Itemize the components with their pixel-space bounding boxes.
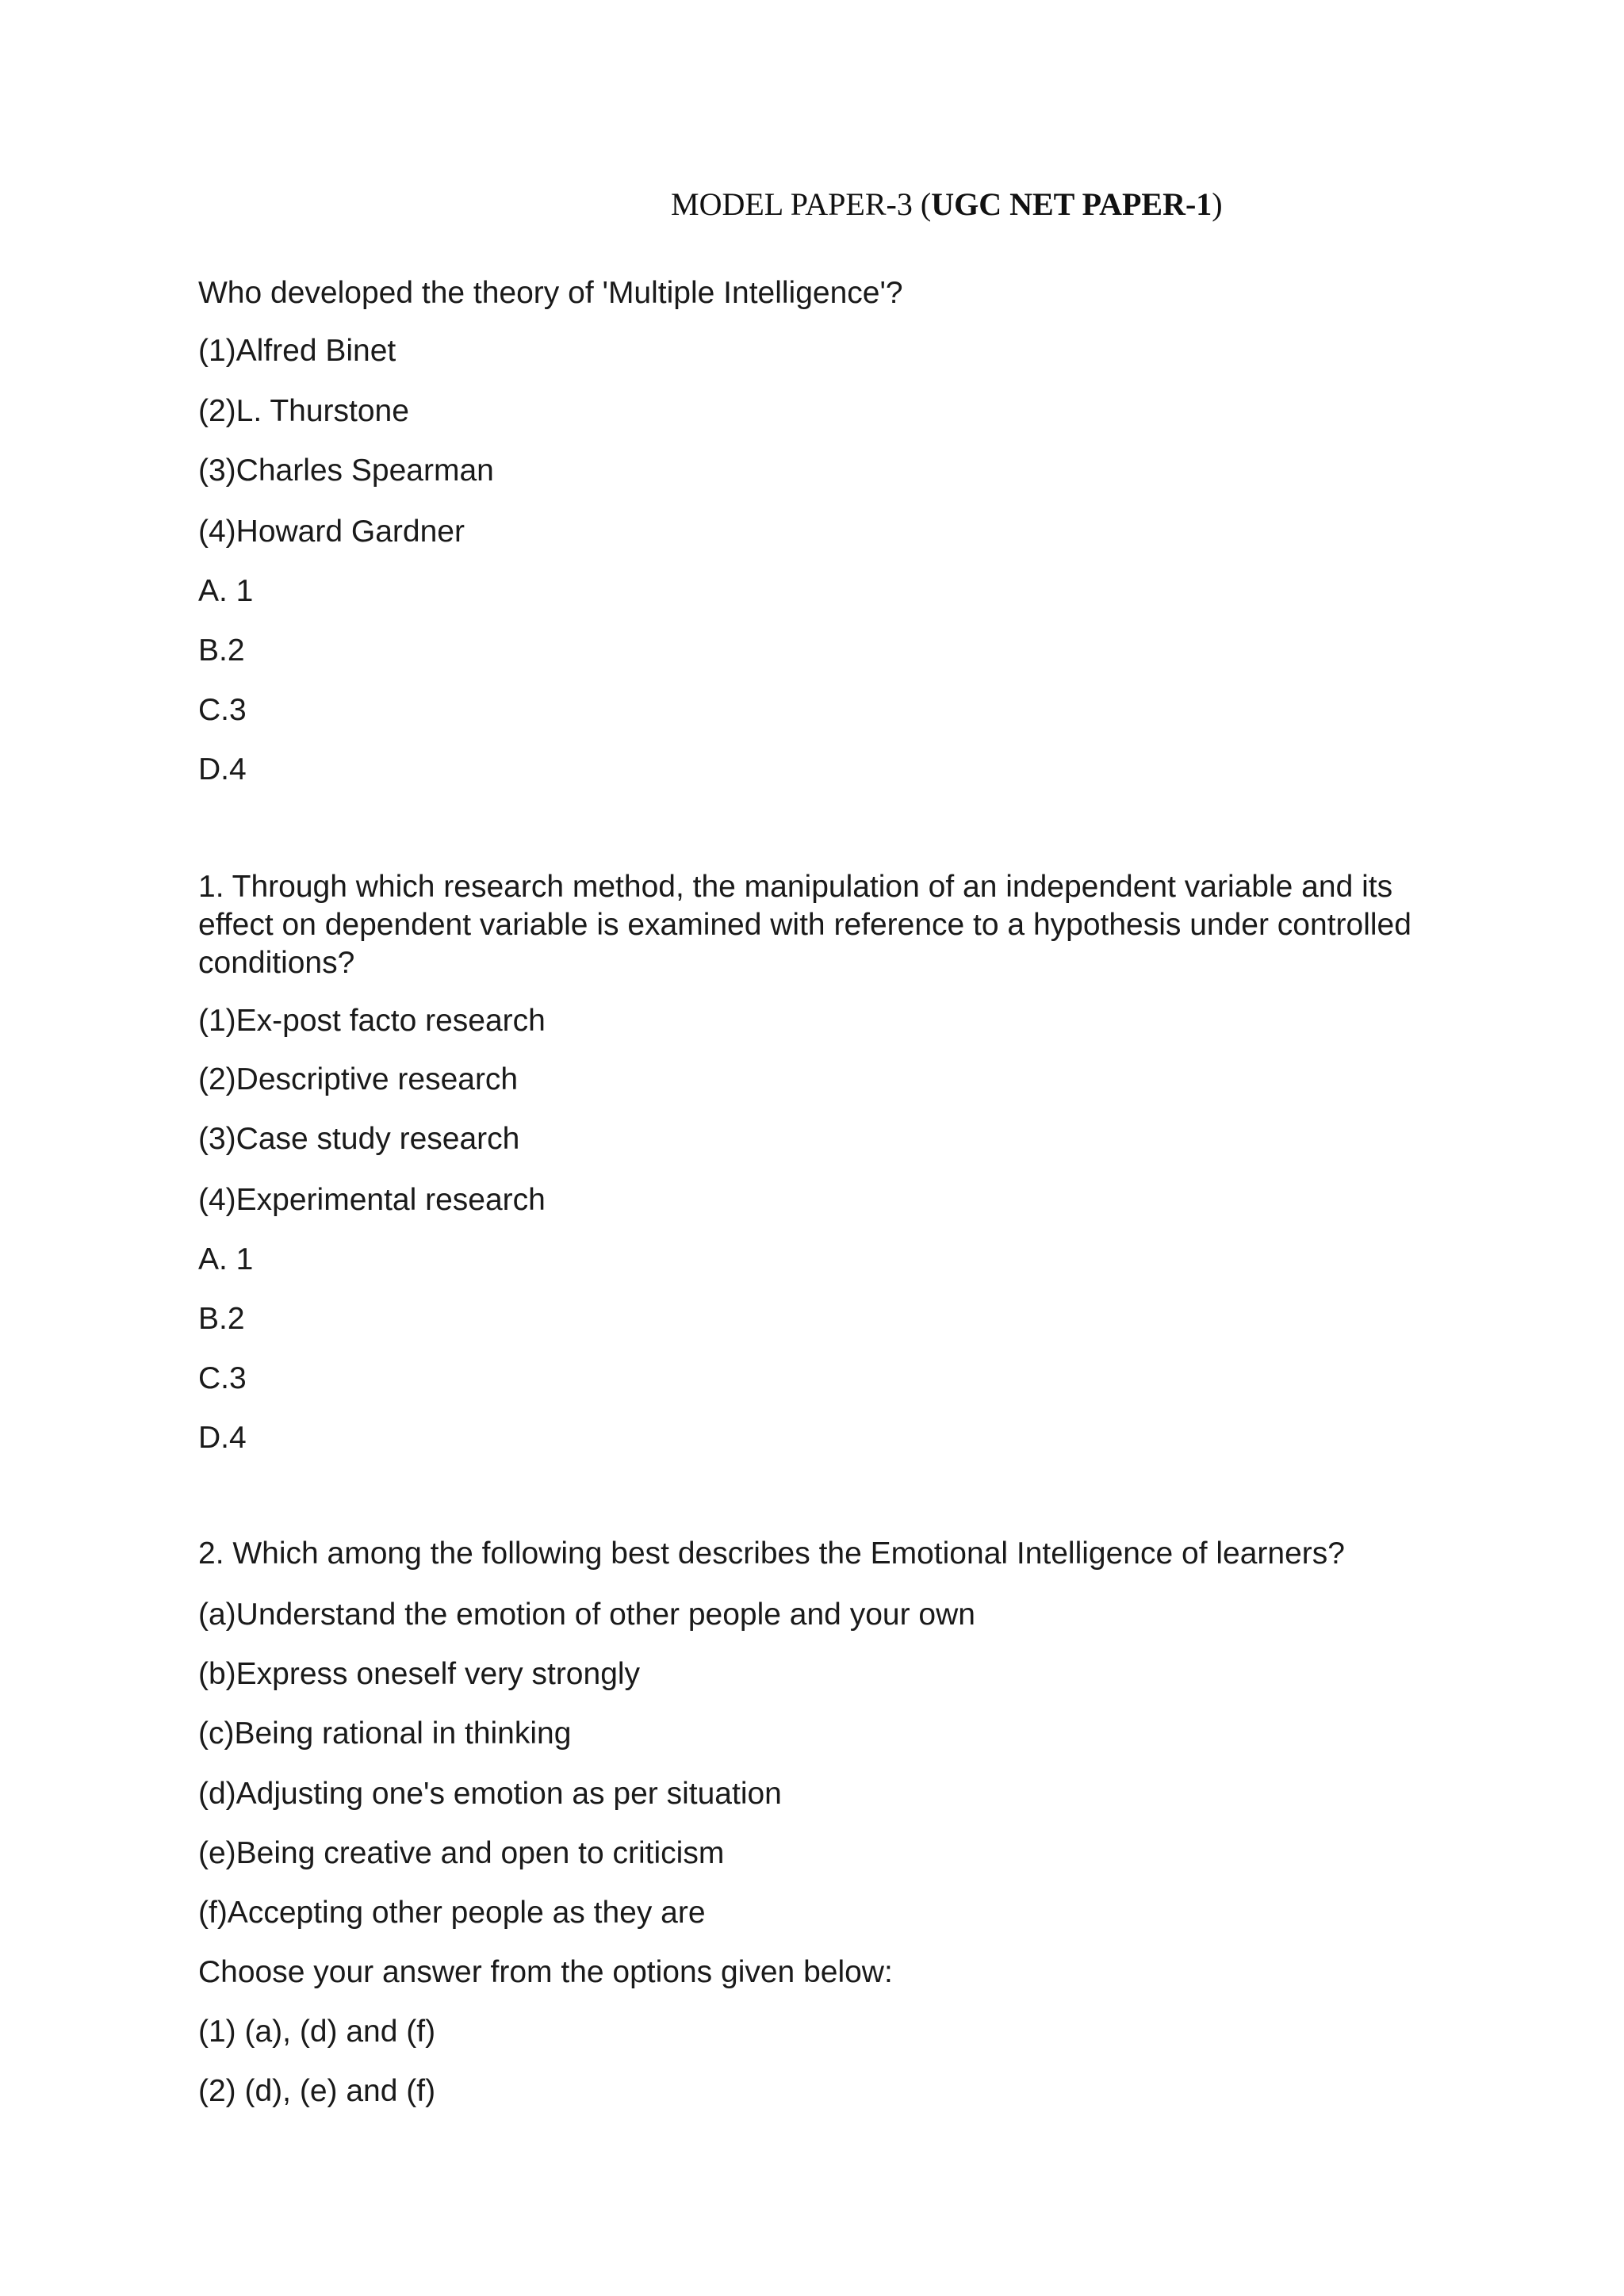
answer-choice: C.3: [198, 1361, 247, 1395]
statement-item: (e)Being creative and open to criticism: [198, 1836, 725, 1870]
question-line: conditions?: [198, 946, 355, 980]
question-line: effect on dependent variable is examined with reference to a hypothesis under controlled: [198, 908, 1411, 942]
answer-choice: A. 1: [198, 1242, 254, 1276]
answer-choice: B.2: [198, 1302, 245, 1336]
question-line: 1. Through which research method, the manipulation of an independent variable and its: [198, 870, 1393, 904]
option-item: (3)Case study research: [198, 1122, 520, 1156]
page-title: [671, 184, 1223, 225]
option-item: (1) (a), (d) and (f): [198, 2015, 436, 2049]
option-item: (1)Ex-post facto research: [198, 1004, 546, 1038]
instruction-text: Choose your answer from the options given below:: [198, 1955, 893, 1989]
option-item: (4)Experimental research: [198, 1183, 546, 1217]
option-item: (3)Charles Spearman: [198, 453, 494, 488]
statement-item: (f)Accepting other people as they are: [198, 1896, 706, 1930]
statement-item: (b)Express oneself very strongly: [198, 1657, 641, 1691]
question-text: 2. Which among the following best describes the Emotional Intelligence of learners?: [198, 1536, 1345, 1571]
answer-choice: A. 1: [198, 574, 254, 608]
question-text: [198, 868, 1435, 982]
answer-choice: D.4: [198, 752, 247, 786]
title-suffix: ): [1212, 186, 1223, 222]
option-item: (1)Alfred Binet: [198, 334, 396, 368]
statement-item: (d)Adjusting one's emotion as per situation: [198, 1777, 782, 1811]
statement-item: (c)Being rational in thinking: [198, 1716, 572, 1751]
answer-choice: B.2: [198, 633, 245, 668]
option-item: (4)Howard Gardner: [198, 515, 465, 549]
answer-choice: C.3: [198, 693, 247, 727]
option-item: (2)L. Thurstone: [198, 394, 409, 428]
title-bold: UGC NET PAPER-1: [931, 186, 1212, 222]
question-text: Who developed the theory of 'Multiple Intelligence'?: [198, 276, 903, 310]
option-item: (2) (d), (e) and (f): [198, 2074, 436, 2108]
option-item: (2)Descriptive research: [198, 1062, 519, 1096]
answer-choice: D.4: [198, 1421, 247, 1455]
statement-item: (a)Understand the emotion of other people and your own: [198, 1598, 975, 1632]
title-prefix: MODEL PAPER-3 (: [671, 186, 932, 222]
